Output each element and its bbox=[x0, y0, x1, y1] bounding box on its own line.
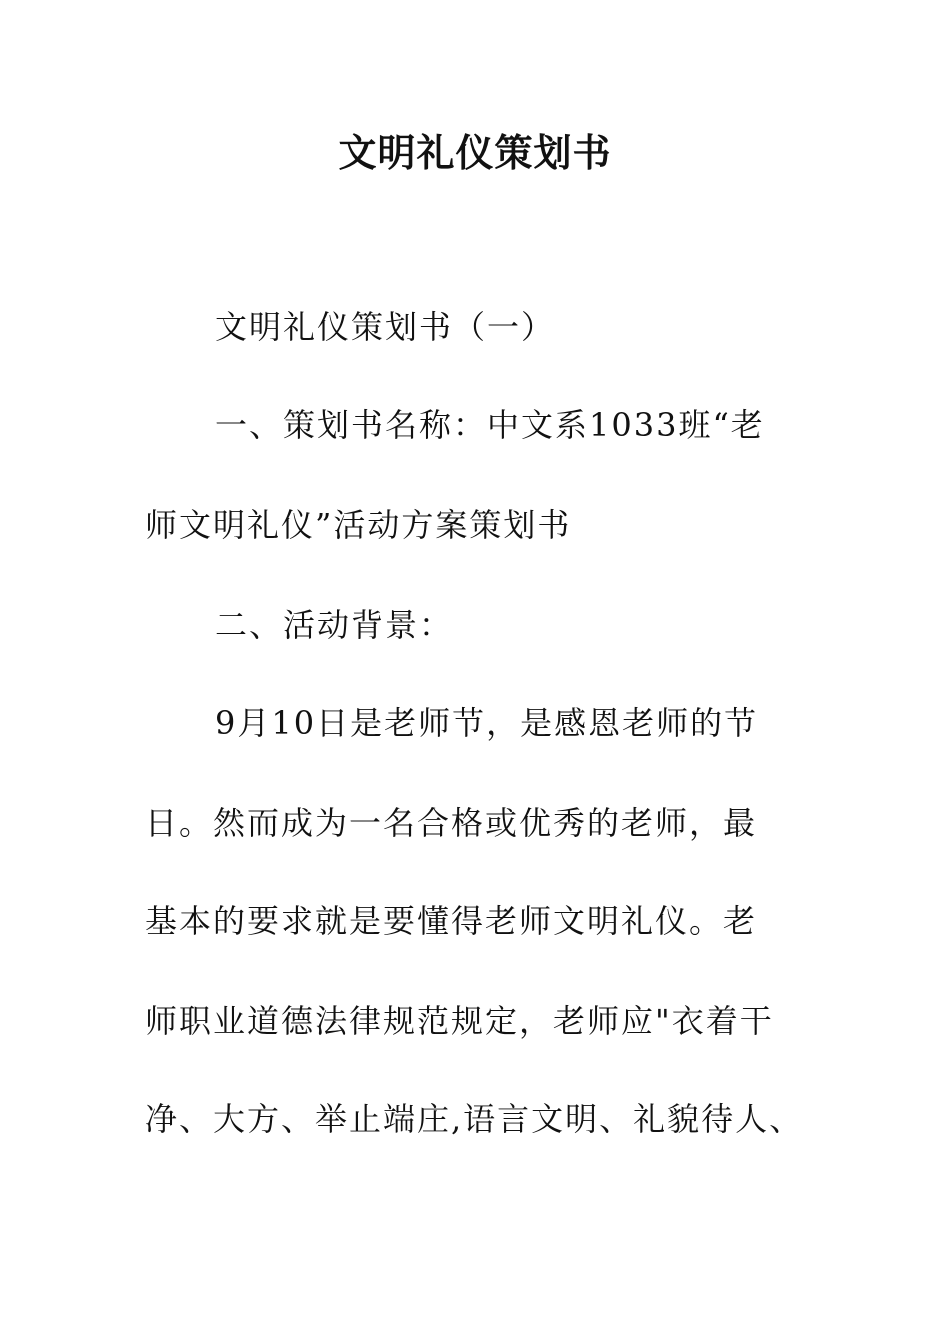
document-title: 文明礼仪策划书 bbox=[338, 131, 612, 175]
paragraph-line: 日。然而成为一名合格或优秀的老师，最 bbox=[145, 804, 758, 842]
paragraph-line: 9月10日是老师节，是感恩老师的节 bbox=[215, 704, 759, 742]
subtitle-line: 文明礼仪策划书（一） bbox=[215, 308, 556, 346]
paragraph-line: 一、策划书名称：中文系1033班“老 bbox=[215, 406, 765, 444]
paragraph-line: 基本的要求就是要懂得老师文明礼仪。老 bbox=[145, 902, 758, 940]
section-heading-line: 二、活动背景： bbox=[215, 606, 454, 644]
paragraph-line: 师职业道德法律规范规定，老师应"衣着干 bbox=[145, 1002, 774, 1040]
paragraph-line: 师文明礼仪”活动方案策划书 bbox=[145, 506, 572, 544]
paragraph-line: 净、大方、举止端庄,语言文明、礼貌待人、 bbox=[145, 1100, 804, 1138]
